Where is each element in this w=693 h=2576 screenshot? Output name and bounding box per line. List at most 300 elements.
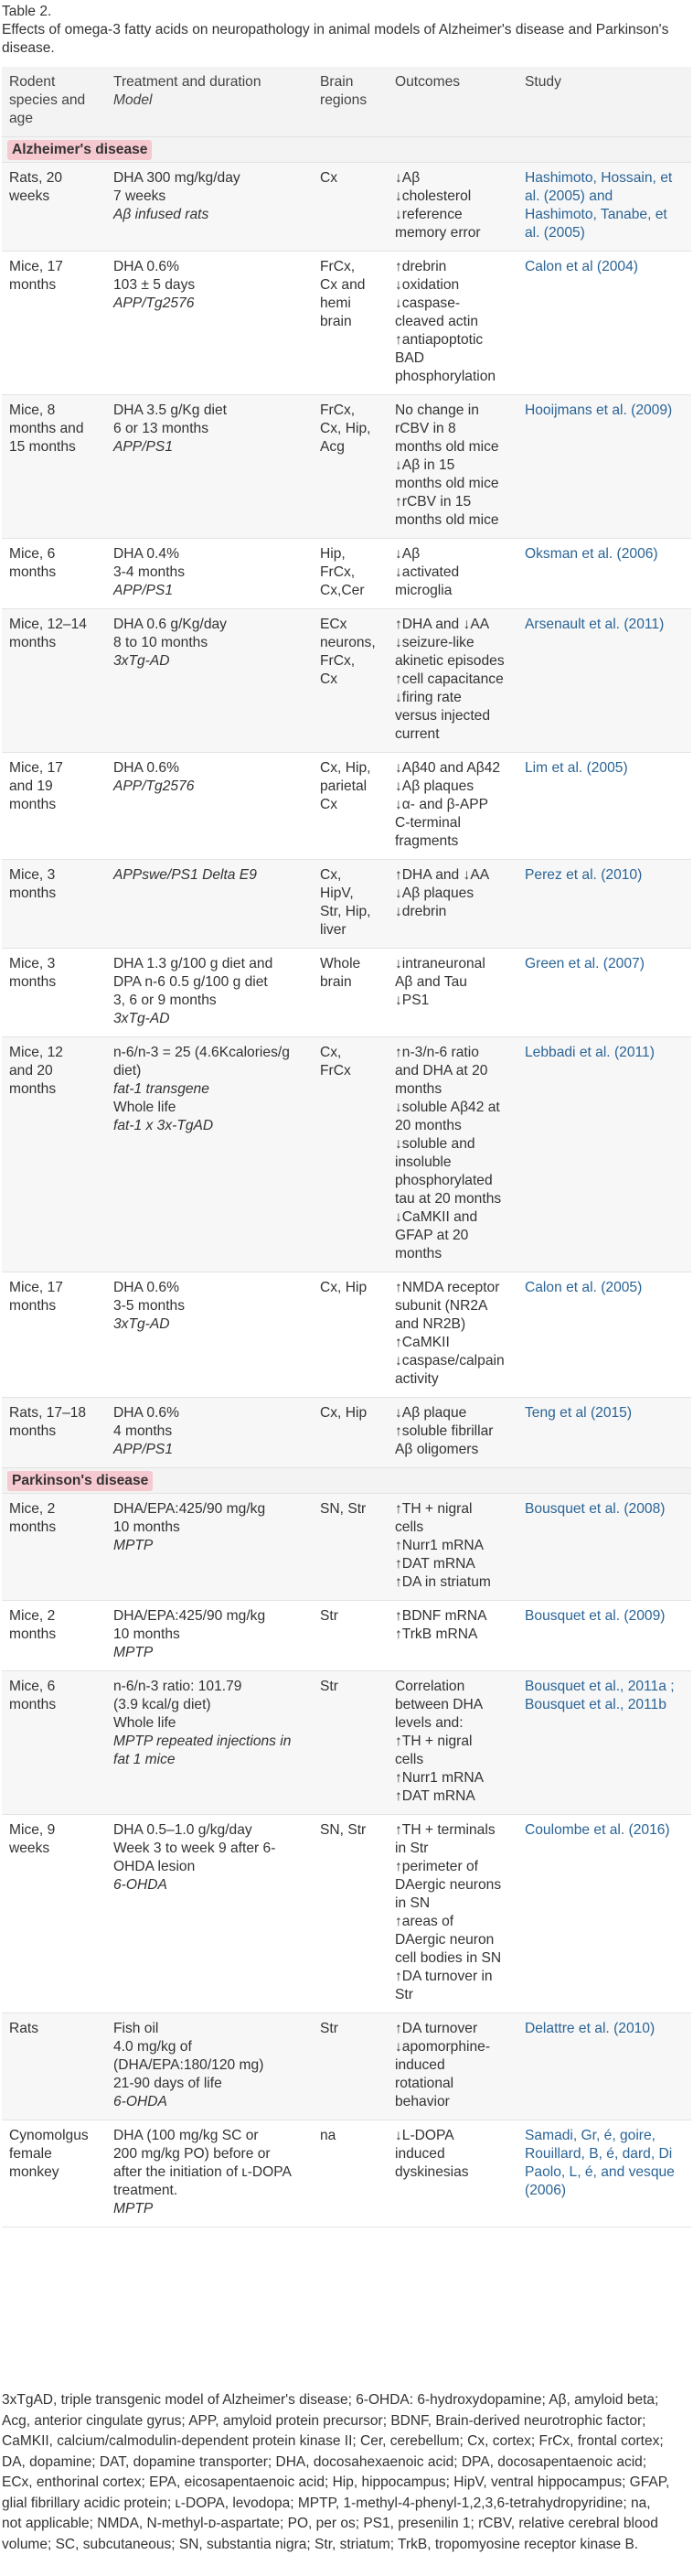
treatment-text: OHDA lesion [113,1859,196,1874]
outcomes-cell [388,609,517,753]
table-row [2,252,691,395]
caption-title: Effects of omega-3 fatty acids on neuropathology in animal models of Alzheimer's disease and Parkinson's disease. [2,22,669,56]
outcomes-cell [388,1398,517,1468]
footnote-line: CaMKII, calcium/calmodulin-dependent protein kinase II; Cer, cerebellum; Cx, cortex; FrCx, frontal cortex; [2,2433,664,2449]
header-model-label: Model [113,92,153,108]
species-text: Mice, 6 [9,1679,56,1694]
study-link[interactable]: Bousquet et al. (2008) [525,1501,666,1517]
species-cell [2,2120,106,2227]
outcome-text: ↓caspase/calpain [395,1353,505,1368]
species-cell [2,2013,106,2120]
treatment-text: 3, 6 or 9 months [113,993,217,1008]
treatment-text: 10 months [113,1626,180,1642]
treatment-text: 103 ± 5 days [113,277,196,293]
header-row [2,67,691,137]
regions-text: Whole [320,956,361,971]
study-link[interactable]: al. (2005) and [525,188,613,204]
header-regions-line: Brain [320,74,354,90]
regions-cell [313,949,388,1037]
treatment-cell [106,2013,313,2120]
outcome-text: Aβ oligomers [395,1442,479,1457]
regions-cell [313,1037,388,1272]
model-text: MPTP [113,2201,154,2216]
treatment-cell [106,1037,313,1272]
outcome-text: ↓Aβ plaques [395,886,474,901]
treatment-text: diet) [113,1063,142,1079]
species-cell [2,1398,106,1468]
species-text: Rats, 20 [9,170,63,186]
model-text: APP/PS1 [113,583,174,598]
species-text: months [9,1081,57,1097]
study-link[interactable]: Bousquet et al. (2009) [525,1608,666,1624]
treatment-cell [106,1815,313,2013]
outcome-text: ↓soluble and [395,1136,475,1152]
outcome-text: phosphorylated [395,1173,493,1188]
table-row [2,1494,691,1601]
species-text: Mice, 9 [9,1822,56,1838]
outcome-text: Correlation [395,1679,465,1694]
regions-text: HipV, [320,886,354,901]
regions-cell [313,539,388,609]
outcomes-cell [388,753,517,860]
regions-text: FrCx, [320,653,356,669]
species-text: Rats, 17–18 [9,1405,87,1421]
study-link[interactable]: Green et al. (2007) [525,956,645,971]
study-cell [517,1601,691,1671]
outcome-text: ↓α- and β-APP [395,797,489,812]
treatment-text: 8 to 10 months [113,635,208,650]
outcome-text: ↑DA turnover [395,2021,478,2036]
outcome-text: ↓soluble Aβ42 at [395,1100,500,1115]
regions-cell [313,2013,388,2120]
study-cell [517,1037,691,1272]
treatment-cell [106,1272,313,1398]
model-text: 3xTg-AD [113,653,170,669]
outcomes-cell [388,949,517,1037]
regions-cell [313,1671,388,1815]
treatment-cell [106,753,313,860]
study-link[interactable]: Paolo, L, é, and vesque [525,2164,675,2180]
outcome-text: ↑TH + nigral [395,1733,473,1749]
treatment-text: DHA 0.5–1.0 g/kg/day [113,1822,252,1838]
treatment-text: 6 or 13 months [113,421,209,436]
study-link[interactable]: Hashimoto, Tanabe, et [525,207,667,222]
section-row [2,137,691,163]
header-treatment [106,67,313,137]
regions-text: liver [320,922,346,938]
footnote-line: 3xTgAD, triple transgenic model of Alzheimer's disease; 6-OHDA: 6-hydroxydopamine; Aβ, amyloid beta; [2,2392,659,2408]
study-link[interactable]: Oksman et al. (2006) [525,546,658,562]
treatment-cell [106,252,313,395]
outcome-text: ↓L-DOPA [395,2128,454,2143]
outcome-text: GFAP at 20 [395,1228,469,1243]
outcome-text: ↑perimeter of [395,1859,478,1874]
outcome-text: levels and: [395,1715,464,1731]
outcome-text: ↓Aβ40 and Aβ42 [395,760,501,776]
species-text: months [9,974,57,990]
outcome-text: and DHA at 20 [395,1063,488,1079]
outcome-text: BAD [395,350,425,366]
outcome-text: ↑TH + terminals [395,1822,496,1838]
outcome-text: induced [395,2146,445,2162]
outcome-text: ↑rCBV in 15 [395,494,472,510]
model-text: MPTP [113,1645,154,1660]
section-row [2,1468,691,1494]
outcome-text: ↑DAT mRNA [395,1788,475,1804]
outcomes-cell [388,539,517,609]
study-cell [517,1494,691,1601]
header-outcomes: Outcomes [388,67,517,137]
table-row [2,163,691,252]
species-text: months [9,277,57,293]
treatment-text: treatment. [113,2183,178,2198]
table-row [2,753,691,860]
outcome-text: subunit (NR2A [395,1298,488,1314]
outcome-text: months old mice [395,512,499,528]
outcome-text: ↓CaMKII and [395,1209,478,1225]
regions-cell [313,1272,388,1398]
footnote-line: volume; SC, subcutaneous; SN, substantia nigra; Str, striatum; TrkB, tropomyosine receptor kinase B. [2,2536,639,2552]
treatment-text: 4 months [113,1423,173,1439]
species-text: Mice, 3 [9,956,56,971]
species-text: months [9,1519,57,1535]
outcome-text: rotational [395,2076,454,2091]
study-link[interactable]: Delattre et al. (2010) [525,2021,656,2036]
treatment-text: DHA 3.5 g/Kg diet [113,402,227,418]
species-text: Mice, 17 [9,259,63,274]
outcomes-cell [388,2013,517,2120]
model-text: Aβ infused rats [113,207,209,222]
species-cell [2,1815,106,2013]
outcome-text: ↑TH + nigral [395,1501,473,1517]
regions-cell [313,609,388,753]
outcome-text: ↓reference [395,207,463,222]
table-row [2,1398,691,1468]
regions-text: FrCx, [320,402,356,418]
regions-text: hemi [320,295,351,311]
outcome-text: insoluble [395,1154,452,1170]
outcome-text: ↓seizure-like [395,635,474,650]
model-text: APP/PS1 [113,439,174,455]
regions-text: Cx, Hip, [320,760,371,776]
outcome-text: memory error [395,225,481,241]
study-link[interactable]: Perez et al. (2010) [525,867,643,883]
outcome-text: activity [395,1371,439,1387]
outcome-text: ↓firing rate [395,690,462,705]
caption-label: Table 2. [2,4,52,19]
outcome-text: tau at 20 months [395,1191,502,1207]
species-cell [2,609,106,753]
treatment-text: Whole life [113,1715,176,1731]
treatment-cell [106,949,313,1037]
treatment-cell [106,539,313,609]
regions-text: Cx [320,671,338,687]
table-row [2,949,691,1037]
study-cell [517,539,691,609]
outcome-text: akinetic episodes [395,653,505,669]
treatment-text: after the initiation of ʟ-DOPA [113,2164,292,2180]
species-text: monkey [9,2164,59,2180]
treatment-text: 21-90 days of life [113,2076,222,2091]
outcome-text: ↑drebrin [395,259,447,274]
footnote-line: not applicable; NMDA, N-methyl-ᴅ-aspartate; PO, per os; PS1, presenilin 1; rCBV, relative cerebral blood [2,2516,658,2531]
species-text: Mice, 6 [9,546,56,562]
study-cell [517,252,691,395]
treatment-cell [106,860,313,949]
outcome-text: ↓Aβ [395,546,421,562]
treatment-cell [106,1671,313,1815]
table-row [2,1671,691,1815]
treatment-text: (DHA/EPA:180/120 mg) [113,2057,264,2073]
study-link[interactable]: Bousquet et al., 2011a ; [525,1679,675,1694]
outcome-text: Aβ and Tau [395,974,467,990]
treatment-text: 7 weeks [113,188,166,204]
model-text: APPswe/PS1 Delta E9 [113,867,257,883]
outcomes-cell [388,1671,517,1815]
study-link[interactable]: Hashimoto, Hossain, et [525,170,673,186]
outcome-text: in SN [395,1895,431,1911]
regions-text: ECx [320,617,347,632]
outcome-text: ↑soluble fibrillar [395,1423,494,1439]
model-text: APP/Tg2576 [113,778,195,794]
species-text: months and [9,421,84,436]
outcome-text: months old mice [395,439,499,455]
species-text: months [9,1423,57,1439]
regions-text: Cx and [320,277,366,293]
species-cell [2,395,106,539]
study-link[interactable]: (2006) [525,2183,567,2198]
species-cell [2,1037,106,1272]
treatment-text: DHA 1.3 g/100 g diet and [113,956,273,971]
table-row [2,860,691,949]
regions-cell [313,1398,388,1468]
outcome-text: between DHA [395,1697,484,1712]
regions-text: SN, Str [320,1501,367,1517]
study-link[interactable]: Samadi, Gr, é, goire, [525,2128,656,2143]
treatment-cell [106,1601,313,1671]
outcome-text: C-terminal [395,815,461,831]
outcome-text: ↑cell capacitance [395,671,504,687]
study-link[interactable]: Calon et al. (2005) [525,1280,643,1295]
species-cell [2,1494,106,1601]
header-species-line: age [9,111,34,126]
outcomes-cell [388,163,517,252]
regions-text: Str [320,1679,338,1694]
outcomes-cell [388,860,517,949]
outcome-text: ↓Aβ [395,170,421,186]
treatment-text: Fish oil [113,2021,159,2036]
study-cell [517,1671,691,1815]
species-cell [2,539,106,609]
study-link[interactable]: Coulombe et al. (2016) [525,1822,670,1838]
model-text: fat 1 mice [113,1752,176,1767]
header-regions-line: regions [320,92,368,108]
species-cell [2,1601,106,1671]
outcome-text: microglia [395,583,453,598]
regions-text: parietal [320,778,368,794]
outcome-text: ↑CaMKII [395,1335,450,1350]
outcome-text: months [395,1081,442,1097]
model-text: APP/Tg2576 [113,295,195,311]
model-text: 3xTg-AD [113,1011,170,1026]
species-text: months [9,1298,57,1314]
treatment-text: DHA 0.6% [113,259,179,274]
species-cell [2,1671,106,1815]
outcome-text: ↑TrkB mRNA [395,1626,478,1642]
model-text: 3xTg-AD [113,1316,170,1332]
outcome-text: months [395,1246,442,1261]
regions-text: Hip, [320,546,346,562]
outcomes-cell [388,1037,517,1272]
treatment-text: DHA/EPA:425/90 mg/kg [113,1501,266,1517]
regions-text: Cx, Hip, [320,421,371,436]
outcome-text: ↓caspase- [395,295,461,311]
section-label: Alzheimer's disease [7,140,152,160]
regions-text: Str, Hip, [320,904,371,919]
regions-text: na [320,2128,336,2143]
treatment-text: DHA 0.4% [113,546,179,562]
study-link[interactable]: Lim et al. (2005) [525,760,628,776]
outcome-text: ↓cholesterol [395,188,472,204]
treatment-text: DHA 0.6% [113,1405,179,1421]
study-cell [517,1815,691,2013]
species-text: and 20 [9,1063,53,1079]
species-text: 15 months [9,439,76,455]
species-text: weeks [9,188,50,204]
species-text: Mice, 12–14 [9,617,87,632]
treatment-cell [106,1398,313,1468]
outcome-text: dyskinesias [395,2164,469,2180]
study-link[interactable]: Lebbadi et al. (2011) [525,1045,655,1060]
species-text: Cynomolgus [9,2128,89,2143]
species-text: Mice, 12 [9,1045,63,1060]
study-cell [517,1398,691,1468]
outcome-text: Str [395,1987,413,2002]
species-text: months [9,1697,57,1712]
outcome-text: ↑DA in striatum [395,1574,491,1590]
table-row [2,1037,691,1272]
species-text: months [9,797,57,812]
regions-text: FrCx, [320,259,356,274]
treatment-text: 4.0 mg/kg of [113,2039,192,2055]
outcome-text: ↓intraneuronal [395,956,485,971]
study-cell [517,860,691,949]
treatment-text: 3-4 months [113,564,186,580]
model-text: 6-OHDA [113,1877,167,1893]
outcome-text: ↑BDNF mRNA [395,1608,487,1624]
outcome-text: ↓Aβ in 15 [395,457,455,473]
outcomes-cell [388,1815,517,2013]
regions-text: Cx, Hip [320,1280,368,1295]
species-text: Mice, 8 [9,402,56,418]
outcome-text: in Str [395,1841,429,1856]
outcome-text: rCBV in 8 [395,421,456,436]
species-cell [2,753,106,860]
table-header [2,67,691,137]
study-link[interactable]: Arsenault et al. (2011) [525,617,665,632]
regions-text: FrCx, [320,564,356,580]
outcome-text: 20 months [395,1118,462,1133]
model-text: 6-OHDA [113,2094,167,2109]
outcome-text: ↓Aβ plaques [395,778,474,794]
study-link[interactable]: Bousquet et al., 2011b [525,1697,666,1712]
outcome-text: ↑NMDA receptor [395,1280,500,1295]
model-text: fat-1 x 3x-TgAD [113,1118,214,1133]
treatment-cell [106,609,313,753]
study-cell [517,163,691,252]
regions-text: SN, Str [320,1822,367,1838]
study-link[interactable]: Calon et al (2004) [525,259,638,274]
outcome-text: versus injected [395,708,491,724]
outcome-text: ↓drebrin [395,904,447,919]
species-text: Mice, 2 [9,1501,56,1517]
species-text: and 19 [9,778,53,794]
treatment-text: 200 mg/kg PO) before or [113,2146,271,2162]
outcomes-cell [388,1601,517,1671]
study-link[interactable]: Teng et al (2015) [525,1405,633,1421]
table-row [2,1815,691,2013]
treatment-text: DPA n-6 0.5 g/100 g diet [113,974,268,990]
treatment-text: 3-5 months [113,1298,186,1314]
outcome-text: ↑DHA and ↓AA [395,867,490,883]
species-cell [2,860,106,949]
treatment-cell [106,1494,313,1601]
species-text: Mice, 2 [9,1608,56,1624]
regions-text: Acg [320,439,345,455]
treatment-text: (3.9 kcal/g diet) [113,1697,211,1712]
footnote-line: glial fibrillary acidic protein; ʟ-DOPA, levodopa; MPTP, 1-methyl-4-phenyl-1,2,3,6-tetrahydropyridine; na, [2,2495,651,2511]
outcomes-cell [388,1272,517,1398]
regions-text: brain [320,314,352,329]
treatment-text: DHA 0.6% [113,760,179,776]
section-cell [2,137,691,163]
regions-cell [313,1601,388,1671]
study-link[interactable]: Hooijmans et al. (2009) [525,402,673,418]
outcome-text: ↑antiapoptotic [395,332,484,348]
regions-text: Cx,Cer [320,583,365,598]
treatment-cell [106,163,313,252]
study-link[interactable]: Rouillard, B, é, dard, Di [525,2146,673,2162]
regions-text: Cx, Hip [320,1405,368,1421]
study-link[interactable]: al. (2005) [525,225,585,241]
outcome-text: behavior [395,2094,450,2109]
table-row [2,609,691,753]
outcome-text: ↑Nurr1 mRNA [395,1770,485,1786]
outcome-text: months old mice [395,476,499,491]
table-row [2,539,691,609]
outcomes-cell [388,395,517,539]
outcome-text: ↓Aβ plaque [395,1405,467,1421]
outcome-text: DAergic neurons [395,1877,502,1893]
species-text: Mice, 3 [9,867,56,883]
regions-cell [313,2120,388,2227]
model-text: MPTP [113,1538,154,1553]
footnote-line: DA, dopamine; DAT, dopamine transporter; DHA, docosahexaenoic acid; DPA, docosapentaenoic acid; [2,2453,647,2470]
outcome-text: current [395,726,440,742]
table-row [2,1601,691,1671]
outcome-text: DAergic neuron [395,1932,495,1948]
species-cell [2,1272,106,1398]
species-text: Rats [9,2021,39,2036]
study-cell [517,609,691,753]
species-text: months [9,564,57,580]
model-text: APP/PS1 [113,1442,174,1457]
treatment-text: n-6/n-3 = 25 (4.6Kcalories/g [113,1045,290,1060]
species-text: Mice, 17 [9,1280,63,1295]
outcome-text: cell bodies in SN [395,1950,502,1966]
treatment-text: DHA (100 mg/kg SC or [113,2128,259,2143]
outcome-text: ↑DHA and ↓AA [395,617,490,632]
